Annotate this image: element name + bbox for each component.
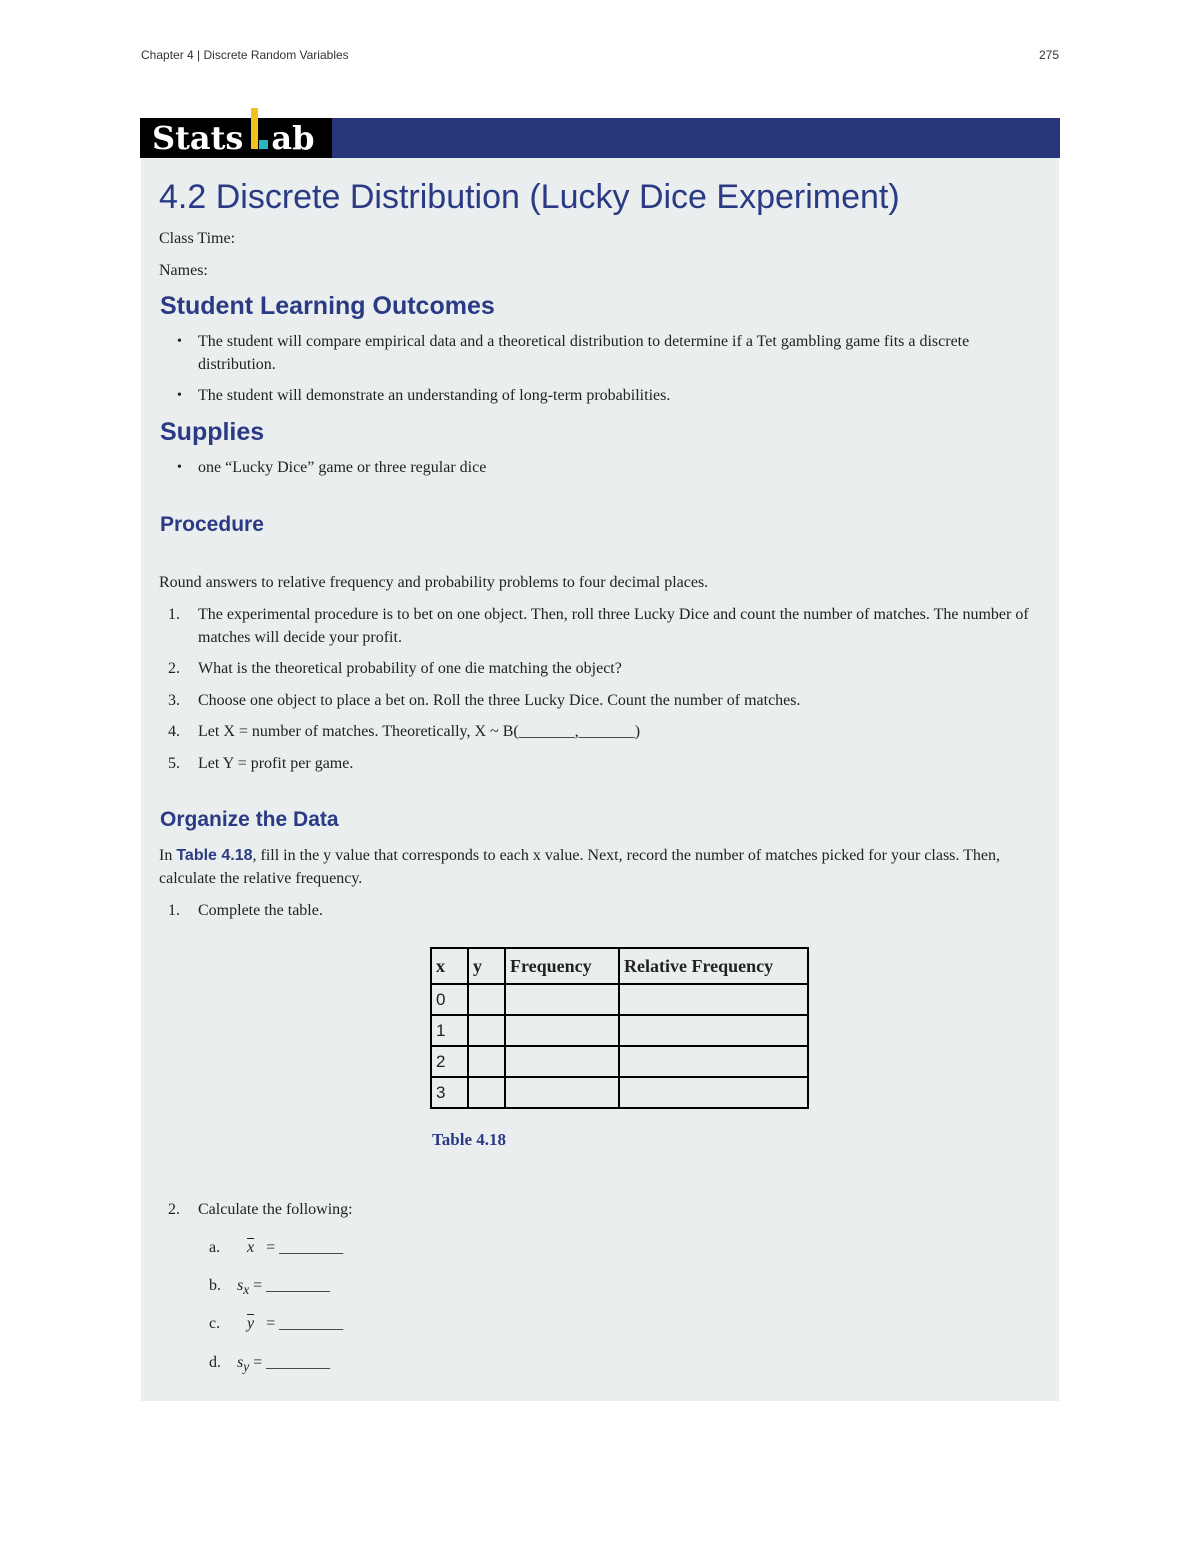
s-symbol: s [237, 1354, 244, 1371]
table-row [431, 1046, 808, 1077]
answer-blank[interactable]: = ________ [249, 1277, 331, 1294]
outcomes-heading: Student Learning Outcomes [160, 292, 495, 320]
table-cell-x: 3 [431, 1077, 468, 1108]
table-cell-relative-frequency[interactable] [619, 1077, 808, 1108]
procedure-heading: Procedure [160, 513, 264, 536]
y-bar-symbol: $\overline{y}$ [247, 1315, 255, 1332]
answer-blank[interactable]: = ________ [262, 1239, 344, 1256]
column-header: Relative Frequency [619, 948, 808, 984]
supplies-heading: Supplies [160, 418, 265, 446]
frequency-table [430, 947, 809, 1109]
table-row [431, 1015, 808, 1046]
table-cell-frequency[interactable] [505, 1015, 619, 1046]
procedure-intro: Round answers to relative frequency and probability problems to four decimal places. [159, 574, 709, 591]
table-cell-y[interactable] [468, 984, 505, 1015]
chapter-title: Chapter 4 | Discrete Random Variables [141, 48, 349, 62]
table-row [431, 984, 808, 1015]
organize-heading: Organize the Data [160, 808, 339, 831]
stats-lab-logo [140, 118, 332, 158]
supply-item: • one “Lucky Dice” game or three regular dice [198, 456, 1043, 479]
table-caption: Table 4.18 [432, 1130, 507, 1149]
table-cell-y[interactable] [468, 1077, 505, 1108]
answer-blank[interactable]: = ________ [262, 1315, 344, 1332]
organize-intro: In Table 4.18, fill in the y value that corresponds to each x value. Next, record the number of matches picked for your class. Then, calculate the relative frequency. [159, 847, 1000, 887]
calc-item-d: d. $s_y$ = ________ [209, 1354, 331, 1375]
table-row [431, 1077, 808, 1108]
s-symbol: s [237, 1277, 244, 1294]
calc-item-a: a. $\overline{x}$ = ________ [209, 1239, 344, 1256]
organize-step-2: 2. Calculate the following: [168, 1201, 353, 1218]
table-cell-relative-frequency[interactable] [619, 1015, 808, 1046]
page-number: 275 [1038, 48, 1059, 62]
outcome-item: • The student will demonstrate an understanding of long-term probabilities. [198, 384, 1043, 407]
column-header: Frequency [505, 948, 619, 984]
column-header: x [431, 948, 468, 984]
page-title: 4.2 Discrete Distribution (Lucky Dice Experiment) [159, 178, 900, 216]
table-cell-frequency[interactable] [505, 1046, 619, 1077]
procedure-step-1: 1. The experimental procedure is to bet on one object. Then, roll three Lucky Dice and count the number of matches. The number of matches will decide your profit. [168, 606, 1029, 646]
outcome-item: • The student will compare empirical data and a theoretical distribution to determine if a Tet gambling game fits a discrete distribution. [198, 330, 1043, 376]
table-cell-frequency[interactable] [505, 1077, 619, 1108]
table-cell-frequency[interactable] [505, 984, 619, 1015]
table-cell-y[interactable] [468, 1046, 505, 1077]
calc-item-c: c. $\overline{y}$ = ________ [209, 1315, 344, 1332]
column-header: y [468, 948, 505, 984]
procedure-step-4: 4. Let X = number of matches. Theoretically, X ~ B(_______,_______) [168, 723, 641, 740]
logo-word-stats: Stats [152, 119, 244, 157]
procedure-step-2: 2. What is the theoretical probability of one die matching the object? [168, 660, 622, 677]
running-header [141, 48, 1059, 62]
table-cell-x: 2 [431, 1046, 468, 1077]
table-4-18-link[interactable]: Table 4.18 [176, 847, 253, 864]
answer-blank[interactable]: = ________ [249, 1354, 331, 1371]
table-header-row [431, 948, 808, 984]
calc-item-b: b. $s_x$ = ________ [209, 1277, 331, 1298]
logo-word-ab: ab [271, 119, 315, 157]
table-cell-relative-frequency[interactable] [619, 1046, 808, 1077]
organize-step-1: 1. Complete the table. [168, 902, 323, 919]
table-cell-x: 0 [431, 984, 468, 1015]
table-cell-relative-frequency[interactable] [619, 984, 808, 1015]
names-field: Names: [159, 262, 208, 279]
procedure-step-5: 5. Let Y = profit per game. [168, 755, 354, 772]
class-time-field: Class Time: [159, 230, 236, 247]
x-bar-symbol: $\overline{x}$ [247, 1239, 255, 1256]
procedure-step-3: 3. Choose one object to place a bet on. Roll the three Lucky Dice. Count the number of matches. [168, 692, 801, 709]
table-cell-x: 1 [431, 1015, 468, 1046]
logo-l-mark-icon [251, 118, 269, 158]
table-cell-y[interactable] [468, 1015, 505, 1046]
stats-lab-banner [140, 118, 1060, 158]
